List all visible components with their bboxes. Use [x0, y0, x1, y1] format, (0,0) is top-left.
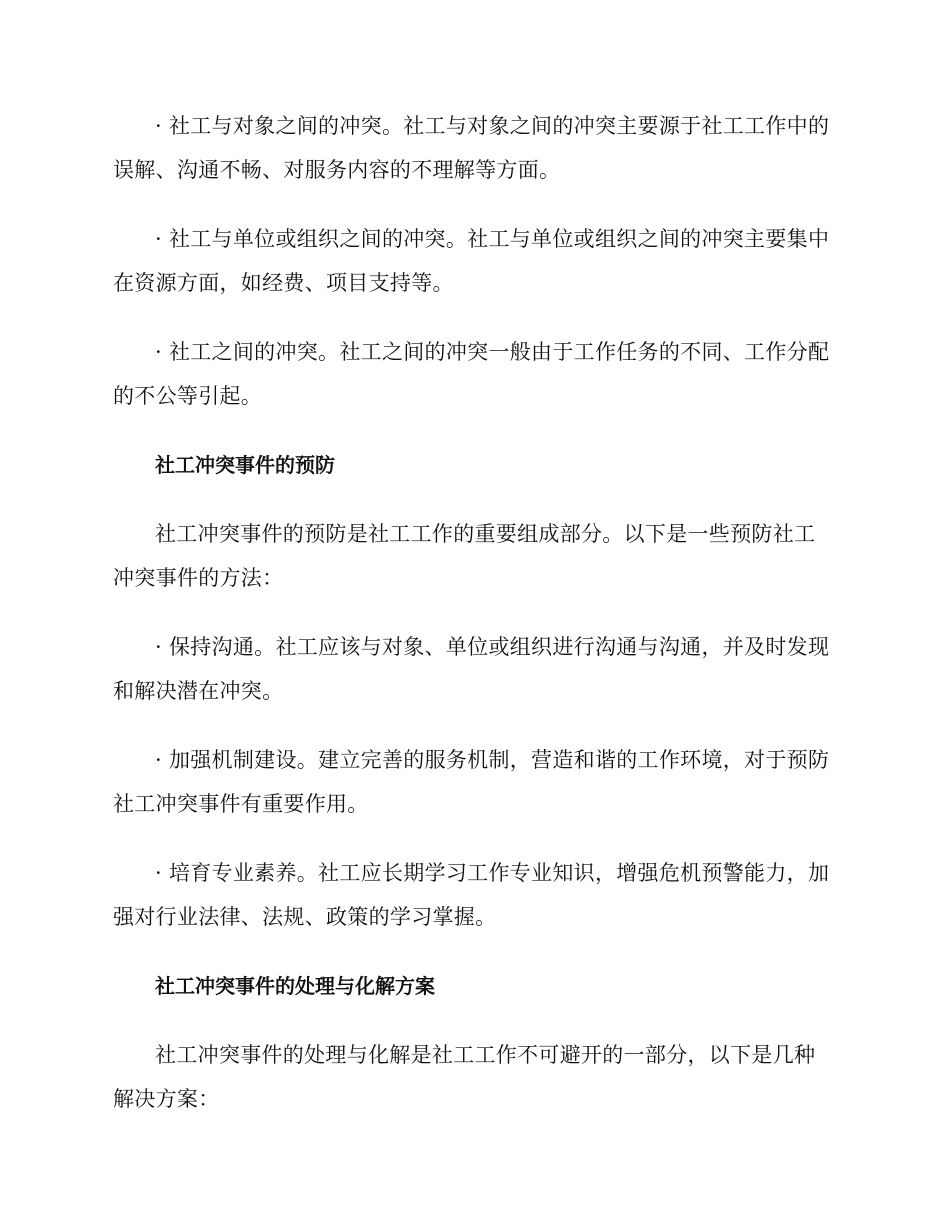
paragraph-conflict-between-workers: · 社工之间的冲突。社工之间的冲突一般由于工作任务的不同、工作分配的不公等引起。: [113, 340, 830, 408]
paragraph-professional-literacy: · 培育专业素养。社工应长期学习工作专业知识，增强危机预警能力，加强对行业法律、法规、政策的学习掌握。: [113, 861, 830, 929]
document-body: [113, 104, 833, 1146]
section-heading-prevention: 社工冲突事件的预防: [155, 453, 335, 477]
paragraph-resolution-intro: 社工冲突事件的处理与化解是社工工作不可避开的一部分，以下是几种解决方案：: [113, 1043, 816, 1111]
section-heading-resolution: 社工冲突事件的处理与化解方案: [155, 974, 435, 998]
paragraph-prevention-intro: 社工冲突事件的预防是社工工作的重要组成部分。以下是一些预防社工冲突事件的方法：: [113, 522, 816, 590]
paragraph-mechanism-building: · 加强机制建设。建立完善的服务机制，营造和谐的工作环境，对于预防社工冲突事件有重要作用。: [113, 748, 830, 816]
paragraph-keep-communication: · 保持沟通。社工应该与对象、单位或组织进行沟通与沟通，并及时发现和解决潜在冲突。: [113, 635, 830, 703]
paragraph-conflict-with-clients: · 社工与对象之间的冲突。社工与对象之间的冲突主要源于社工工作中的误解、沟通不畅、对服务内容的不理解等方面。: [113, 114, 830, 182]
paragraph-conflict-with-organization: · 社工与单位或组织之间的冲突。社工与单位或组织之间的冲突主要集中在资源方面，如经费、项目支持等。: [113, 227, 830, 295]
